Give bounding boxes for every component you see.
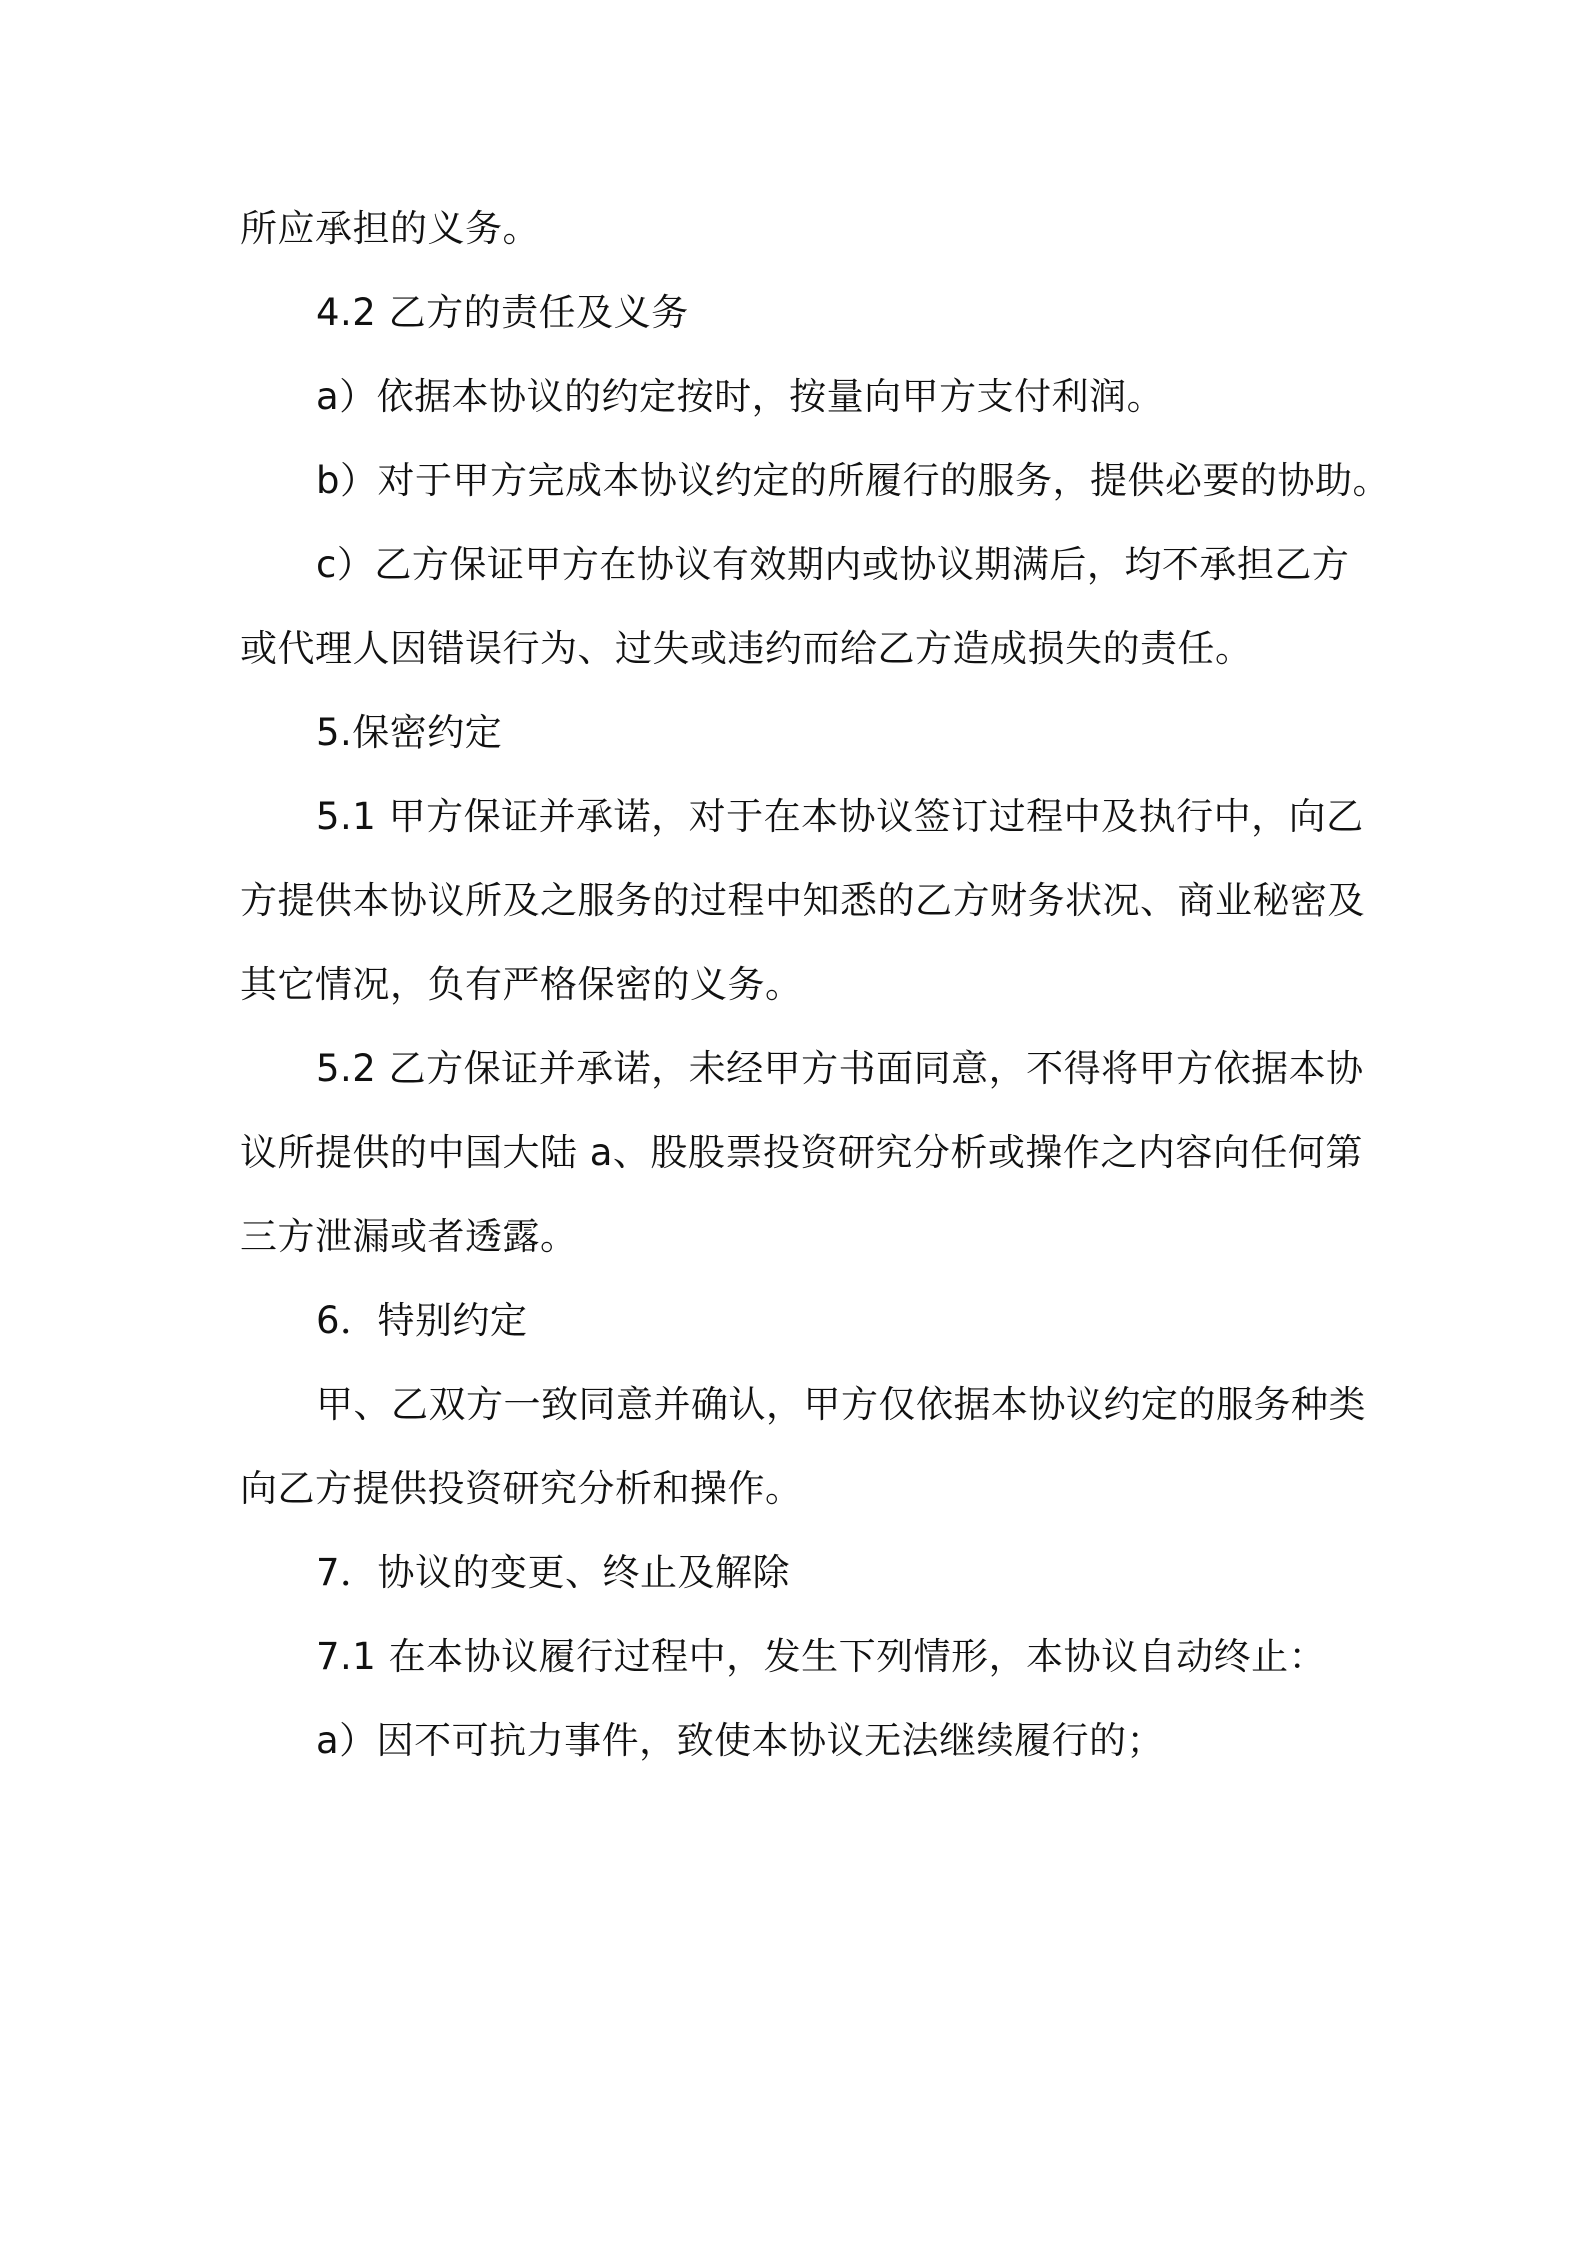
paragraph-line: a）因不可抗力事件，致使本协议无法继续履行的； [316, 1719, 1165, 1762]
section-heading: 7．协议的变更、终止及解除 [316, 1551, 791, 1594]
paragraph-line: 5.1 甲方保证并承诺，对于在本协议签订过程中及执行中，向乙 [316, 795, 1364, 838]
paragraph-line: 三方泄漏或者透露。 [240, 1215, 578, 1258]
paragraph-line: a）依据本协议的约定按时，按量向甲方支付利润。 [316, 375, 1165, 418]
paragraph-line: 方提供本协议所及之服务的过程中知悉的乙方财务状况、商业秘密及 [240, 879, 1365, 922]
paragraph-line: 7.1 在本协议履行过程中，发生下列情形，本协议自动终止： [316, 1635, 1327, 1678]
paragraph-line: 议所提供的中国大陆 a、股股票投资研究分析或操作之内容向任何第 [240, 1131, 1363, 1174]
paragraph-line: b）对于甲方完成本协议约定的所履行的服务，提供必要的协助。 [316, 459, 1390, 502]
paragraph-line: 所应承担的义务。 [240, 207, 540, 250]
paragraph-line: 5.2 乙方保证并承诺，未经甲方书面同意，不得将甲方依据本协 [316, 1047, 1364, 1090]
paragraph-line: c）乙方保证甲方在协议有效期内或协议期满后，均不承担乙方 [316, 543, 1350, 586]
paragraph-line: 其它情况，负有严格保密的义务。 [240, 963, 803, 1006]
section-heading: 4.2 乙方的责任及义务 [316, 291, 689, 334]
section-heading: 5.保密约定 [316, 711, 503, 754]
section-heading: 6．特别约定 [316, 1299, 528, 1342]
paragraph-line: 甲、乙双方一致同意并确认，甲方仅依据本协议约定的服务种类 [316, 1383, 1366, 1426]
paragraph-line: 或代理人因错误行为、过失或违约而给乙方造成损失的责任。 [240, 627, 1253, 670]
paragraph-line: 向乙方提供投资研究分析和操作。 [240, 1467, 803, 1510]
